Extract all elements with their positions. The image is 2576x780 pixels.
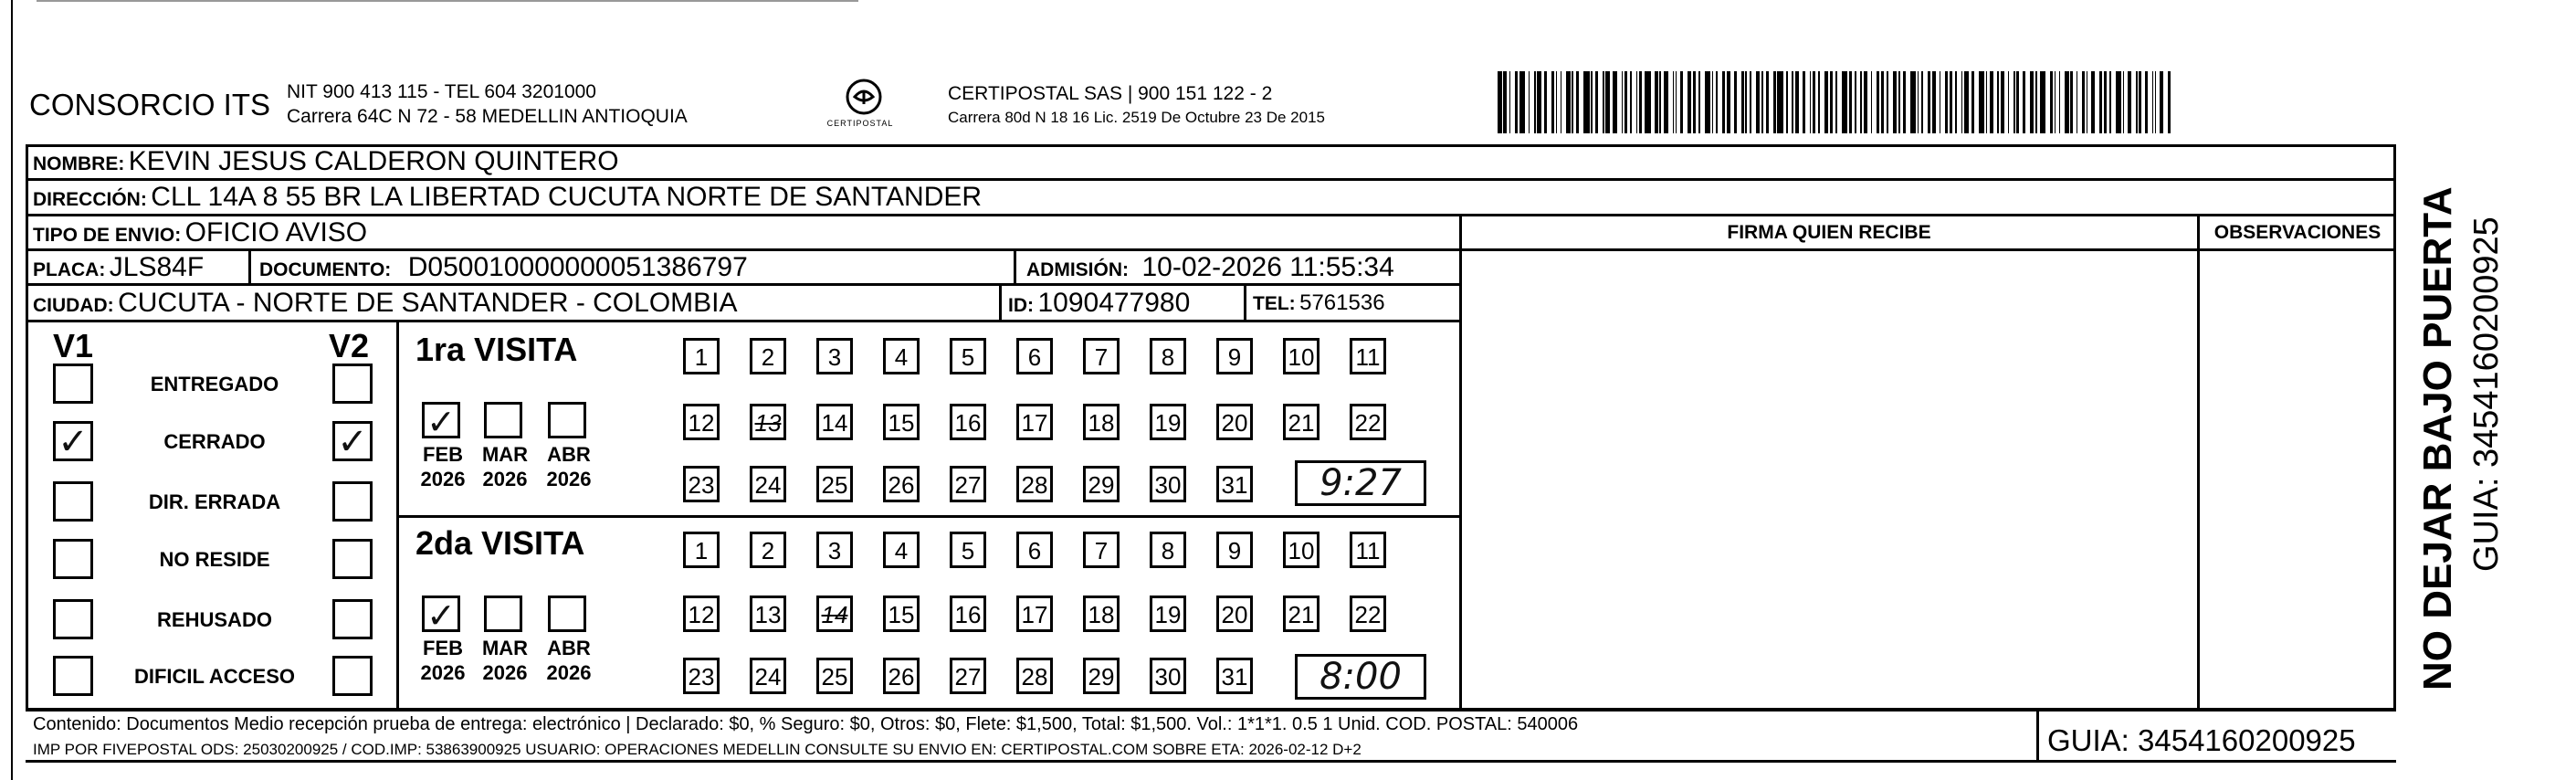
tipo-value: OFICIO AVISO: [184, 217, 368, 248]
day-box[interactable]: 11: [1350, 532, 1386, 568]
barcode-bar: [2099, 71, 2102, 133]
barcode-bar: [1603, 71, 1604, 133]
barcode-bar: [1698, 71, 1700, 133]
barcode-bar: [1639, 71, 1642, 133]
id-label: ID:: [1008, 295, 1034, 316]
placa-row: [33, 250, 204, 285]
footer-imp: IMP POR FIVEPOSTAL ODS: 25030200925 / COD.IMP: 53863900925 USUARIO: OPERACIONES MEDELLIN CONSULTE SU ENVIO EN: CERTIPOSTAL.COM SOBRE ETA: 2026-02-12 D+2: [33, 741, 1362, 758]
v1-header: V1: [53, 327, 94, 364]
day-box[interactable]: 10: [1283, 532, 1320, 568]
barcode-bar: [2035, 71, 2037, 133]
barcode-bar: [1705, 71, 1710, 133]
barcode-bar: [1561, 71, 1562, 133]
footer-top-line: [26, 709, 2396, 711]
day-box[interactable]: 13: [750, 404, 786, 440]
day-box[interactable]: 17: [1016, 596, 1053, 632]
barcode-bar: [1591, 71, 1593, 133]
barcode-bar: [1990, 71, 1992, 133]
day-box[interactable]: 22: [1350, 596, 1386, 632]
direccion-label: DIRECCIÓN:: [33, 189, 147, 210]
day-box[interactable]: 30: [1150, 466, 1186, 502]
barcode-bar: [1630, 71, 1632, 133]
status-label: ENTREGADO: [150, 373, 279, 395]
barcode-bar: [2016, 71, 2019, 133]
day-box[interactable]: 9: [1216, 338, 1253, 374]
day-box[interactable]: 28: [1016, 466, 1053, 502]
tel-value: 5761536: [1299, 290, 1385, 315]
barcode-bar: [1918, 71, 1919, 133]
barcode-bar: [1576, 71, 1579, 133]
barcode-bar: [2152, 71, 2154, 133]
side-guia-text: GUIA: 3454160200925: [2467, 216, 2506, 572]
v2-header: V2: [329, 327, 370, 364]
barcode-bar: [1986, 71, 1988, 133]
barcode-bar: [1688, 71, 1692, 133]
month-label: [475, 636, 535, 685]
barcode-bar: [1979, 71, 1984, 133]
tel-row: [1253, 285, 1385, 321]
barcode-bar: [2123, 71, 2125, 133]
barcode-bar: [2077, 71, 2078, 133]
barcode-bar: [1534, 71, 1536, 133]
barcode-bar: [1613, 71, 1617, 133]
barcode-bar: [1636, 71, 1638, 133]
barcode-bar: [2040, 71, 2045, 133]
documento-label: DOCUMENTO:: [259, 259, 392, 280]
barcode-bar: [1887, 71, 1888, 133]
month-check-mark: ✓: [426, 402, 456, 442]
v1-check-mark: ✓: [58, 421, 89, 463]
month-checkbox[interactable]: [422, 596, 460, 636]
barcode-bar: [1556, 71, 1558, 133]
barcode-bar: [1824, 71, 1829, 133]
barcode-bar: [1716, 71, 1718, 133]
month-checkbox[interactable]: [548, 402, 586, 438]
day-box[interactable]: 20: [1216, 404, 1253, 440]
day-box[interactable]: 8: [1150, 338, 1186, 374]
month-label: [413, 442, 473, 491]
day-box[interactable]: 1: [683, 338, 720, 374]
v2-check-mark: ✓: [337, 421, 368, 463]
barcode-bar: [1855, 71, 1856, 133]
certipostal-logo-icon: [844, 77, 884, 117]
side-text: [2411, 179, 2520, 690]
barcode-bar: [1864, 71, 1868, 133]
month-name: FEB: [423, 637, 463, 659]
barcode-bar: [1971, 71, 1974, 133]
day-box[interactable]: 25: [816, 658, 853, 694]
day-box[interactable]: 29: [1083, 466, 1120, 502]
barcode-bar: [2013, 71, 2015, 133]
day-box[interactable]: 16: [950, 404, 986, 440]
barcode-bar: [1676, 71, 1677, 133]
barcode-bar: [1727, 71, 1731, 133]
barcode-bar: [1893, 71, 1898, 133]
barcode-bar: [2087, 71, 2088, 133]
month-label: [475, 442, 535, 491]
v1-checkbox[interactable]: [53, 539, 93, 579]
day-box[interactable]: 23: [683, 658, 720, 694]
barcode-bar: [2145, 71, 2148, 133]
day-box[interactable]: 18: [1083, 596, 1120, 632]
firma-header: [1461, 216, 2197, 250]
barcode-bar: [1572, 71, 1573, 133]
status-label: REHUSADO: [157, 608, 272, 631]
month-year: 2026: [546, 661, 592, 684]
barcode-bar: [1818, 71, 1820, 133]
barcode-bar: [1766, 71, 1769, 133]
day-box[interactable]: 24: [750, 658, 786, 694]
day-box[interactable]: 9: [1216, 532, 1253, 568]
day-box[interactable]: 19: [1150, 596, 1186, 632]
day-box[interactable]: 5: [950, 338, 986, 374]
barcode-bar: [1928, 71, 1930, 133]
barcode-bar: [1773, 71, 1776, 133]
day-box[interactable]: 6: [1016, 532, 1053, 568]
barcode-bar: [1509, 71, 1511, 133]
day-box[interactable]: 26: [883, 466, 920, 502]
barcode-bar: [1950, 71, 1952, 133]
month-name: FEB: [423, 443, 463, 466]
barcode-bar: [1655, 71, 1657, 133]
barcode-bar: [1881, 71, 1884, 133]
placa-value: JLS84F: [109, 252, 205, 282]
v2-checkbox[interactable]: [332, 421, 373, 461]
documento-row: [259, 250, 748, 285]
day-box[interactable]: 19: [1150, 404, 1186, 440]
v2-checkbox[interactable]: [332, 481, 373, 522]
month-checkbox[interactable]: [484, 402, 522, 438]
certipostal-address: Carrera 80d N 18 16 Lic. 2519 De Octubre 23 De 2015: [948, 109, 1325, 126]
first-time-box: [1295, 460, 1426, 506]
barcode-bar: [1810, 71, 1812, 133]
tel-label: TEL:: [1253, 293, 1296, 314]
barcode-bar: [1955, 71, 1957, 133]
barcode-bar: [1622, 71, 1624, 133]
barcode-bar: [1961, 71, 1963, 133]
day-box[interactable]: 20: [1216, 596, 1253, 632]
barcode-bar: [2091, 71, 2096, 133]
id-row: [1008, 285, 1190, 321]
month-name: MAR: [481, 637, 529, 659]
day-box[interactable]: 25: [816, 466, 853, 502]
barcode-bar: [2070, 71, 2073, 133]
observaciones-header: [2199, 216, 2396, 250]
admision-value: 10-02-2026 11:55:34: [1141, 252, 1394, 282]
barcode-bar: [2116, 71, 2121, 133]
day-box[interactable]: 28: [1016, 658, 1053, 694]
obs-divider: [2197, 214, 2200, 711]
month-label: [539, 636, 599, 685]
barcode-bar: [1734, 71, 1737, 133]
barcode-bar: [1741, 71, 1744, 133]
barcode-bar: [2023, 71, 2025, 133]
barcode-bar: [2008, 71, 2010, 133]
barcode-bar: [1921, 71, 1923, 133]
barcode-bar: [1792, 71, 1793, 133]
company-name: CONSORCIO ITS: [29, 88, 271, 121]
barcode-bar: [1680, 71, 1683, 133]
barcode-bar: [2128, 71, 2132, 133]
barcode-bar: [2136, 71, 2138, 133]
ciudad-value: CUCUTA - NORTE DE SANTANDER - COLOMBIA: [118, 288, 738, 318]
barcode-bar: [1761, 71, 1763, 133]
barcode-bar: [1795, 71, 1800, 133]
barcode-bar: [1745, 71, 1747, 133]
barcode-bar: [2168, 71, 2171, 133]
barcode-bar: [1813, 71, 1815, 133]
barcode-bar: [1537, 71, 1541, 133]
month-year: 2026: [482, 661, 528, 684]
day-box[interactable]: 4: [883, 338, 920, 374]
v1-checkbox[interactable]: [53, 364, 93, 404]
second-visit-title: 2da VISITA: [415, 524, 585, 562]
barcode-bar: [1860, 71, 1862, 133]
barcode-bar: [2109, 71, 2111, 133]
direccion-value: CLL 14A 8 55 BR LA LIBERTAD CUCUTA NORTE DE SANTANDER: [151, 182, 983, 212]
day-box[interactable]: 24: [750, 466, 786, 502]
barcode: [1498, 71, 2173, 133]
status-label: DIFICIL ACCESO: [133, 665, 295, 688]
day-box[interactable]: 22: [1350, 404, 1386, 440]
barcode-bar: [1756, 71, 1761, 133]
barcode-bar: [1498, 71, 1502, 133]
day-box[interactable]: 7: [1083, 532, 1120, 568]
barcode-bar: [2139, 71, 2141, 133]
footer-guia: GUIA: 3454160200925: [2047, 723, 2356, 757]
barcode-bar: [1722, 71, 1725, 133]
tel-divider: [1244, 285, 1246, 321]
barcode-bar: [2001, 71, 2005, 133]
month-year: 2026: [546, 468, 592, 490]
status-label: NO RESIDE: [159, 548, 270, 571]
day-box[interactable]: 31: [1216, 658, 1253, 694]
v1-checkbox[interactable]: [53, 421, 93, 461]
barcode-bar: [1835, 71, 1837, 133]
barcode-bar: [2082, 71, 2085, 133]
barcode-bar: [1932, 71, 1937, 133]
day-box[interactable]: 2: [750, 338, 786, 374]
v2-checkbox[interactable]: [332, 364, 373, 404]
day-box[interactable]: 16: [950, 596, 986, 632]
day-box[interactable]: 27: [950, 658, 986, 694]
barcode-bar: [1503, 71, 1506, 133]
month-checkbox[interactable]: [548, 596, 586, 632]
no-dejar-text: NO DEJAR BAJO PUERTA: [2415, 186, 2460, 690]
day-box[interactable]: 26: [883, 658, 920, 694]
day-box[interactable]: 27: [950, 466, 986, 502]
day-box[interactable]: 11: [1350, 338, 1386, 374]
barcode-bar: [1529, 71, 1530, 133]
day-box[interactable]: 14: [816, 596, 853, 632]
barcode-bar: [1945, 71, 1948, 133]
barcode-bar: [2160, 71, 2164, 133]
top-edge-line: [37, 0, 858, 2]
first-time-value: 9:27: [1320, 462, 1402, 504]
barcode-bar: [2030, 71, 2035, 133]
barcode-bar: [2055, 71, 2056, 133]
status-label: DIR. ERRADA: [148, 490, 281, 513]
barcode-bar: [1910, 71, 1916, 133]
day-box[interactable]: 31: [1216, 466, 1253, 502]
id-value: 1090477980: [1037, 288, 1191, 318]
day-box[interactable]: 3: [816, 532, 853, 568]
certipostal-nit: CERTIPOSTAL SAS | 900 151 122 - 2: [948, 83, 1273, 104]
barcode-bar: [2059, 71, 2061, 133]
v2-checkbox[interactable]: [332, 539, 373, 579]
barcode-bar: [1712, 71, 1714, 133]
admision-divider: [1014, 250, 1016, 285]
barcode-bar: [2050, 71, 2053, 133]
certipostal-logo-text: CERTIPOSTAL: [826, 119, 894, 128]
barcode-bar: [1786, 71, 1788, 133]
barcode-bar: [1551, 71, 1554, 133]
day-box[interactable]: 18: [1083, 404, 1120, 440]
visits-right-divider: [1459, 321, 1462, 711]
v1-checkbox[interactable]: [53, 599, 93, 639]
second-time-value: 8:00: [1320, 656, 1402, 698]
day-box[interactable]: 8: [1150, 532, 1186, 568]
v2-checkbox[interactable]: [332, 656, 373, 696]
day-box[interactable]: 2: [750, 532, 786, 568]
day-box[interactable]: 21: [1283, 404, 1320, 440]
day-box[interactable]: 13: [750, 596, 786, 632]
barcode-bar: [1605, 71, 1610, 133]
barcode-bar: [1964, 71, 1969, 133]
barcode-bar: [1583, 71, 1589, 133]
barcode-bar: [1566, 71, 1571, 133]
day-box[interactable]: 23: [683, 466, 720, 502]
visits-divider: [396, 515, 1461, 518]
placa-label: PLACA:: [33, 259, 106, 280]
barcode-bar: [1519, 71, 1525, 133]
barcode-bar: [1750, 71, 1751, 133]
ciudad-row: [33, 285, 738, 321]
barcode-bar: [1871, 71, 1873, 133]
barcode-bar: [1645, 71, 1650, 133]
v2-checkbox[interactable]: [332, 599, 373, 639]
day-box[interactable]: 15: [883, 404, 920, 440]
footer-bottom-line: [26, 760, 2396, 763]
barcode-bar: [1903, 71, 1906, 133]
barcode-bar: [1515, 71, 1518, 133]
barcode-bar: [1659, 71, 1661, 133]
day-box[interactable]: 15: [883, 596, 920, 632]
month-name: ABR: [547, 443, 591, 466]
barcode-bar: [1777, 71, 1782, 133]
month-name: MAR: [481, 443, 529, 466]
second-time-box: [1295, 654, 1426, 700]
tipo-label: TIPO DE ENVIO:: [33, 225, 182, 246]
footer-guia-divider: [2036, 711, 2039, 762]
month-checkbox[interactable]: [484, 596, 522, 632]
day-box[interactable]: 29: [1083, 658, 1120, 694]
barcode-bar: [1544, 71, 1547, 133]
month-year: 2026: [482, 468, 528, 490]
ciudad-label: CIUDAD:: [33, 295, 114, 316]
day-box[interactable]: 5: [950, 532, 986, 568]
day-box[interactable]: 3: [816, 338, 853, 374]
barcode-bar: [1849, 71, 1852, 133]
barcode-bar: [1842, 71, 1847, 133]
tipo-row: [33, 216, 367, 250]
company-nit: NIT 900 413 115 - TEL 604 3201000: [287, 81, 596, 102]
nombre-label: NOMBRE:: [33, 153, 125, 174]
admision-label: ADMISIÓN:: [1026, 259, 1129, 280]
company-address: Carrera 64C N 72 - 58 MEDELLIN ANTIOQUIA: [287, 106, 688, 127]
nombre-row: [33, 144, 619, 179]
month-label: [413, 636, 473, 685]
barcode-bar: [1624, 71, 1627, 133]
first-visit-title: 1ra VISITA: [415, 331, 578, 368]
day-box[interactable]: 14: [816, 404, 853, 440]
firma-header-text: FIRMA QUIEN RECIBE: [1727, 222, 1931, 243]
status-label: CERRADO: [163, 430, 266, 453]
barcode-bar: [1664, 71, 1668, 133]
barcode-bar: [1898, 71, 1900, 133]
day-box[interactable]: 1: [683, 532, 720, 568]
day-box[interactable]: 12: [683, 404, 720, 440]
barcode-bar: [1595, 71, 1598, 133]
barcode-bar: [1673, 71, 1675, 133]
v1-checkbox[interactable]: [53, 656, 93, 696]
day-box[interactable]: 12: [683, 596, 720, 632]
month-checkbox[interactable]: [422, 402, 460, 442]
barcode-bar: [2065, 71, 2069, 133]
barcode-bar: [1830, 71, 1833, 133]
month-year: 2026: [420, 661, 466, 684]
month-check-mark: ✓: [426, 596, 456, 636]
day-box[interactable]: 10: [1283, 338, 1320, 374]
v1-checkbox[interactable]: [53, 481, 93, 522]
barcode-bar: [1693, 71, 1696, 133]
documento-value: D050010000000051386797: [407, 252, 748, 282]
day-box[interactable]: 4: [883, 532, 920, 568]
barcode-bar: [1803, 71, 1805, 133]
day-box[interactable]: 30: [1150, 658, 1186, 694]
day-box[interactable]: 7: [1083, 338, 1120, 374]
nombre-value: KEVIN JESUS CALDERON QUINTERO: [128, 146, 619, 176]
direccion-row: [33, 180, 982, 215]
day-box[interactable]: 17: [1016, 404, 1053, 440]
day-box[interactable]: 21: [1283, 596, 1320, 632]
admision-row: [1026, 250, 1394, 285]
month-name: ABR: [547, 637, 591, 659]
observaciones-header-text: OBSERVACIONES: [2213, 222, 2381, 243]
barcode-bar: [1940, 71, 1941, 133]
footer-contenido: Contenido: Documentos Medio recepción prueba de entrega: electrónico | Declarado: $0, % Seguro: $0, Otros: $0, Flete: $1,500, Total: $1,500. Vol.: 1*1*1. 0.5 1 Unid. COD. POSTAL: 540006: [33, 714, 1579, 734]
left-edge-line: [11, 0, 13, 780]
month-label: [539, 442, 599, 491]
barcode-bar: [2104, 71, 2107, 133]
day-box[interactable]: 6: [1016, 338, 1053, 374]
barcode-bar: [1877, 71, 1879, 133]
barcode-bar: [1997, 71, 1999, 133]
month-year: 2026: [420, 468, 466, 490]
id-divider: [999, 285, 1002, 321]
barcode-bar: [2155, 71, 2157, 133]
placa-divider: [248, 250, 251, 285]
